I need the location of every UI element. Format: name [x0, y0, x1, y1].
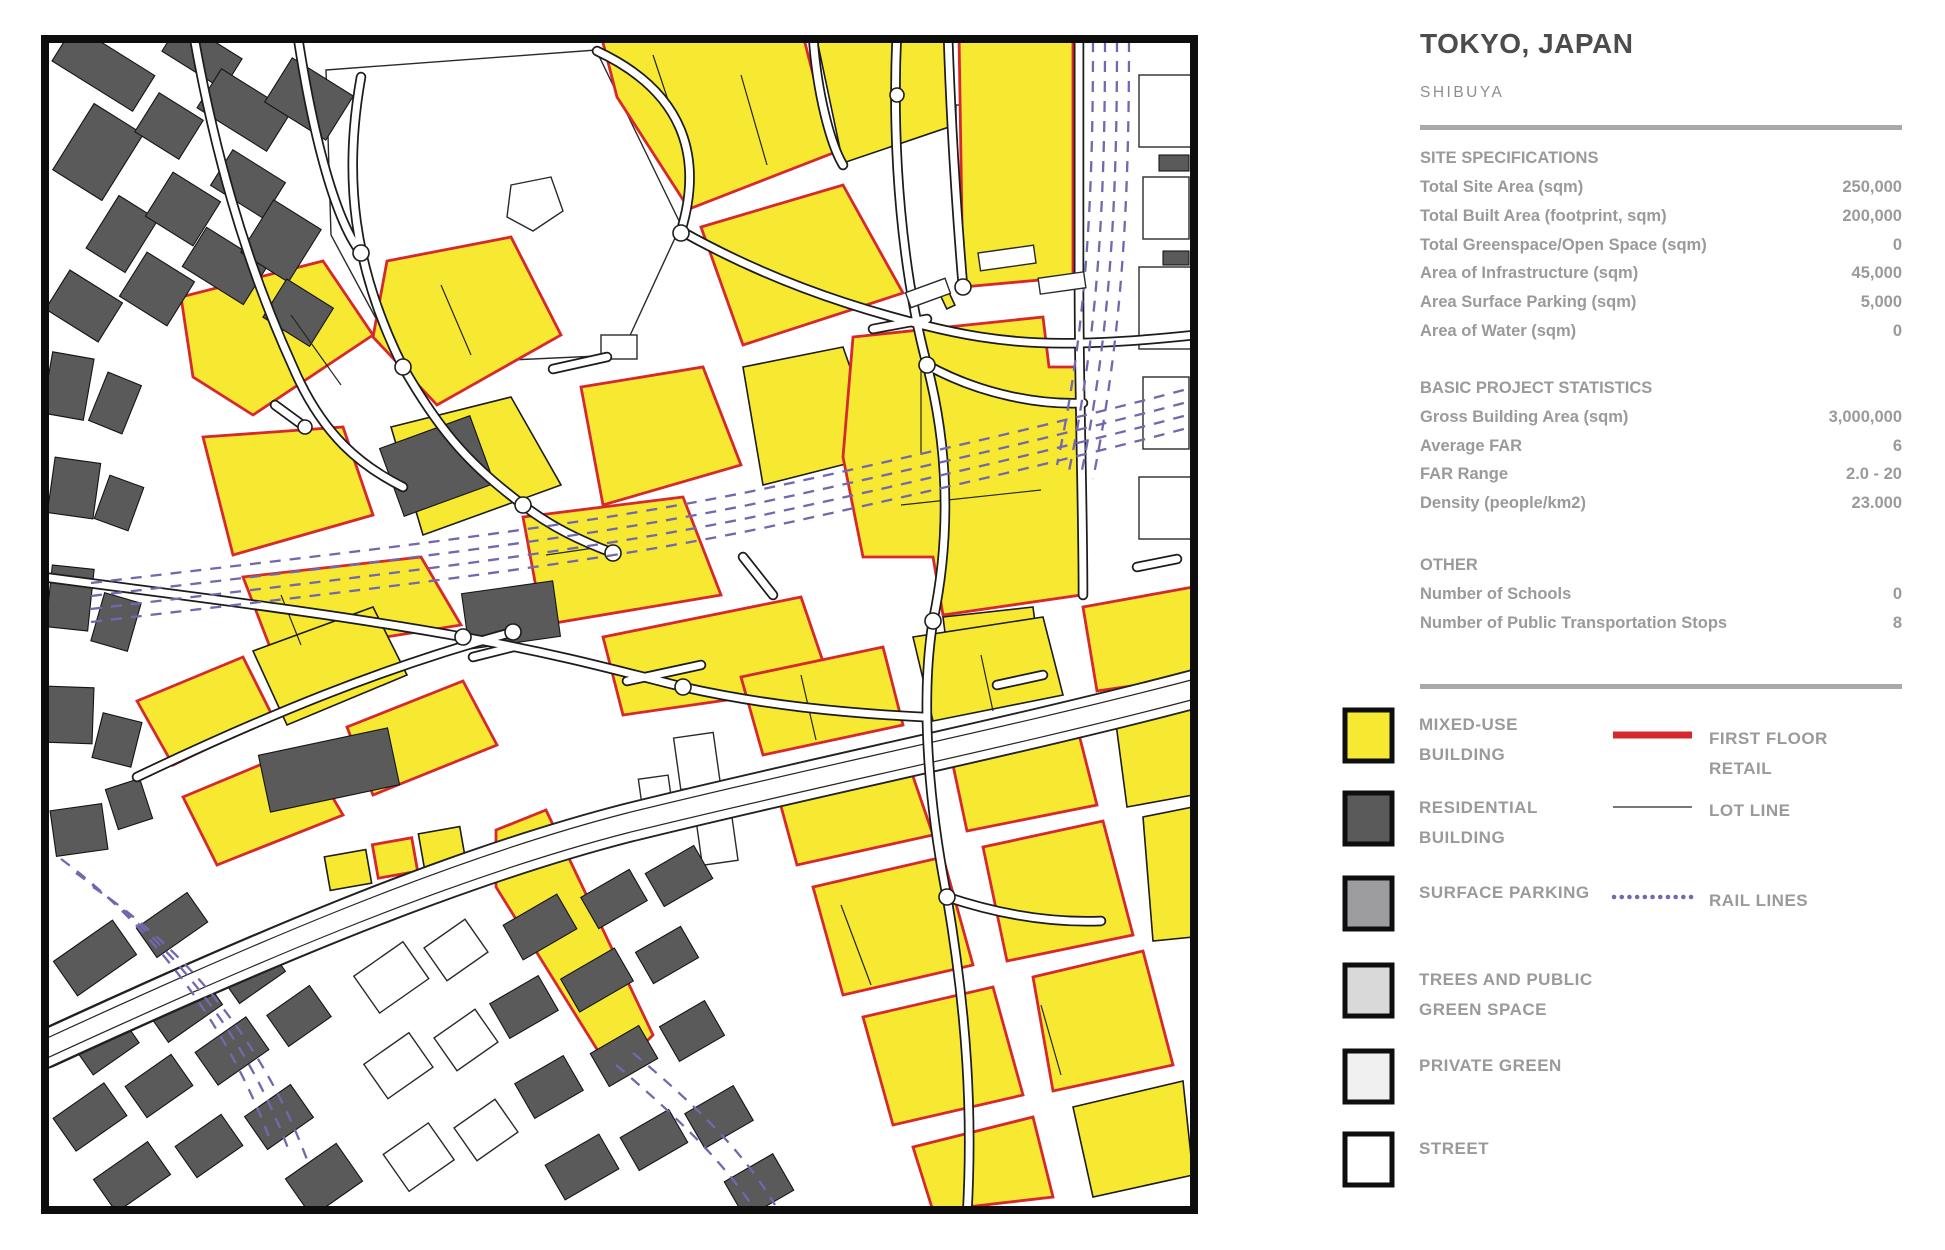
stat-value: 3,000,000	[1828, 407, 1902, 426]
rail-line-icon	[1610, 892, 1695, 902]
section-heading: SITE SPECIFICATIONS	[1420, 149, 1599, 167]
other-row	[1420, 580, 1902, 609]
other-section	[1420, 551, 1902, 638]
other-row	[1420, 609, 1902, 638]
stat-row	[1420, 432, 1902, 461]
spec-label: Total Site Area (sqm)	[1420, 178, 1584, 196]
legend-label: RESIDENTIAL BUILDING	[1419, 797, 1538, 847]
legend-item-surface-parking	[1342, 875, 1590, 932]
stat-label: Density (people/km2)	[1420, 494, 1586, 513]
stat-row	[1420, 489, 1902, 518]
legend-label: PRIVATE GREEN	[1419, 1055, 1562, 1075]
divider-rule-legend	[1420, 684, 1902, 689]
spec-row	[1420, 259, 1902, 288]
map-canvas	[41, 35, 1198, 1214]
site-specifications-section	[1420, 144, 1902, 346]
other-label: Number of Schools	[1420, 584, 1572, 603]
legend-item-trees-green	[1342, 962, 1593, 1025]
other-value: 8	[1892, 613, 1902, 632]
other-label: Number of Public Transportation Stops	[1420, 613, 1728, 632]
mixed-use-swatch-icon	[1342, 707, 1395, 764]
legend-item-street	[1342, 1131, 1489, 1188]
spec-row	[1420, 231, 1902, 260]
spec-row	[1420, 202, 1902, 231]
surface-parking-swatch-icon	[1342, 875, 1395, 932]
legend-item-mixed-use	[1342, 707, 1518, 770]
spec-row	[1420, 288, 1902, 317]
stat-value: 2.0 - 20	[1846, 465, 1902, 484]
spec-row	[1420, 173, 1902, 202]
legend-label: STREET	[1419, 1138, 1490, 1158]
page-title: TOKYO, JAPAN	[1420, 28, 1634, 59]
stat-value: 6	[1892, 436, 1902, 455]
legend-item-private-green	[1342, 1048, 1562, 1105]
retail-line-icon	[1610, 730, 1695, 740]
legend-label: LOT LINE	[1709, 800, 1791, 820]
spec-label: Area Surface Parking (sqm)	[1420, 293, 1637, 312]
legend-label: MIXED-USE BUILDING	[1419, 714, 1518, 764]
stat-row	[1420, 403, 1902, 432]
legend-label: SURFACE PARKING	[1419, 882, 1590, 902]
private-green-swatch-icon	[1342, 1048, 1395, 1105]
legend-item-rail-lines	[1610, 883, 1808, 916]
legend	[1420, 707, 1902, 1207]
section-heading: OTHER	[1420, 555, 1478, 574]
legend-item-first-floor-retail	[1610, 721, 1828, 784]
section-heading: BASIC PROJECT STATISTICS	[1420, 378, 1653, 397]
legend-label: TREES AND PUBLIC GREEN SPACE	[1419, 969, 1593, 1019]
stat-label: Average FAR	[1420, 436, 1523, 455]
residential-swatch-icon	[1342, 790, 1395, 847]
legend-item-lot-line	[1610, 793, 1790, 826]
spec-row	[1420, 317, 1902, 346]
other-value: 0	[1892, 584, 1902, 603]
street-swatch-icon	[1342, 1131, 1395, 1188]
spec-value: 5,000	[1860, 293, 1902, 312]
spec-value: 0	[1892, 235, 1902, 254]
spec-value: 250,000	[1842, 178, 1902, 196]
spec-label: Area of Infrastructure (sqm)	[1420, 264, 1639, 283]
legend-item-residential	[1342, 790, 1538, 853]
spec-value: 200,000	[1842, 206, 1902, 225]
info-panel	[1420, 28, 1902, 1207]
shibuya-map	[41, 35, 1198, 1214]
divider-rule-top	[1420, 125, 1902, 130]
spec-value: 0	[1892, 321, 1902, 340]
lot-line-icon	[1610, 802, 1695, 812]
spec-label: Area of Water (sqm)	[1420, 321, 1577, 340]
legend-label: RAIL LINES	[1709, 890, 1809, 910]
basic-project-statistics-section	[1420, 374, 1902, 518]
spec-value: 45,000	[1851, 264, 1902, 283]
stat-value: 23.000	[1851, 494, 1902, 513]
spec-label: Total Greenspace/Open Space (sqm)	[1420, 235, 1707, 254]
stat-label: FAR Range	[1420, 465, 1509, 484]
trees-green-swatch-icon	[1342, 962, 1395, 1019]
stat-row	[1420, 460, 1902, 489]
stat-label: Gross Building Area (sqm)	[1420, 407, 1629, 426]
spec-label: Total Built Area (footprint, sqm)	[1420, 206, 1667, 225]
legend-label: FIRST FLOOR RETAIL	[1709, 728, 1828, 778]
district-subtitle: SHIBUYA	[1420, 84, 1505, 101]
